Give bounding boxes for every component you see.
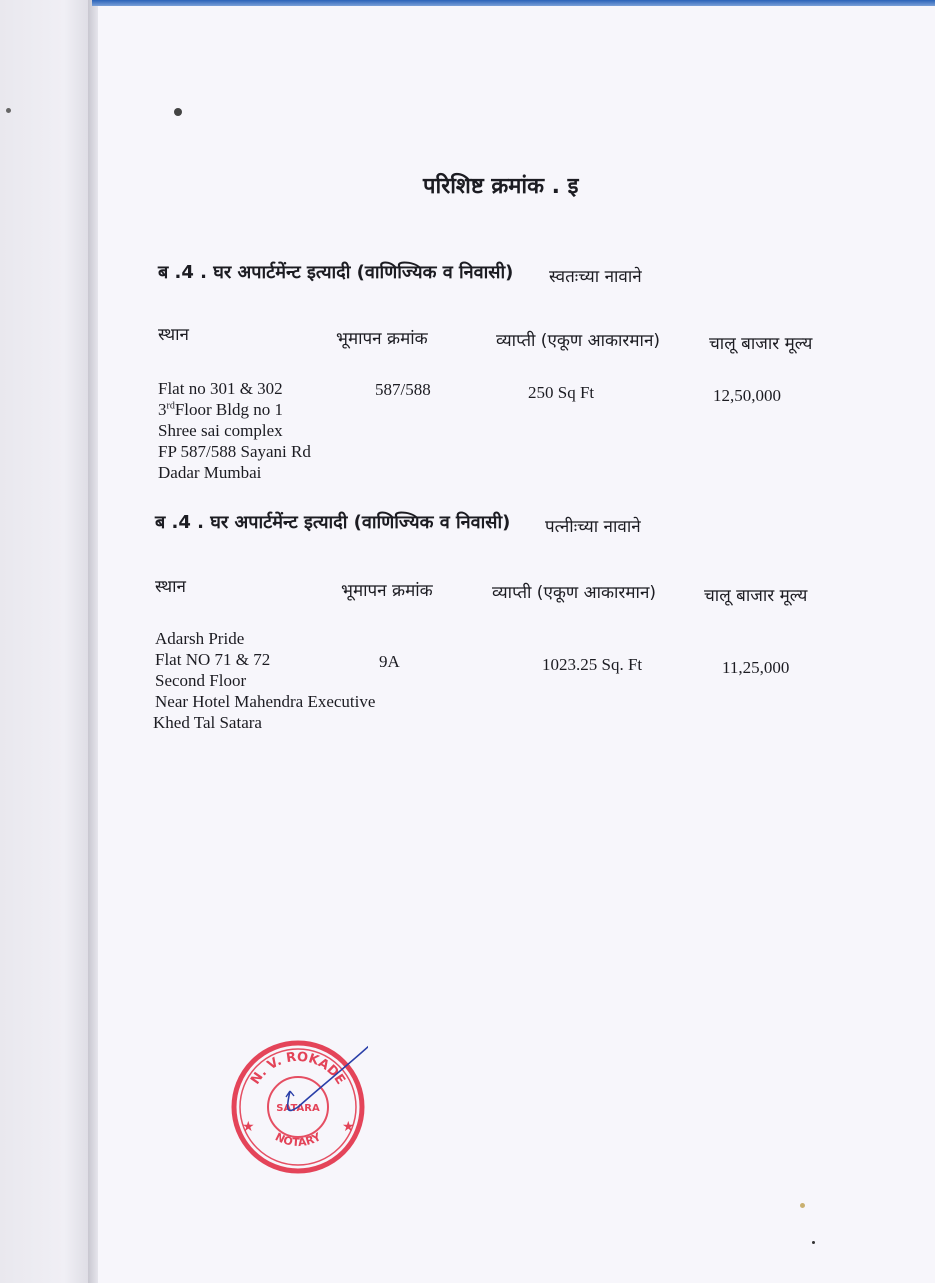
stamp-bottom-text: NOTARY <box>273 1130 323 1150</box>
address-line: Second Floor <box>155 671 247 690</box>
svg-text:NOTARY <box>273 1130 324 1149</box>
notary-stamp <box>228 1035 368 1175</box>
ink-speck <box>174 108 182 116</box>
area-value: 1023.25 Sq. Ft <box>542 655 643 674</box>
column-location: स्थान <box>158 325 189 345</box>
svg-text:★: ★ <box>342 1120 355 1135</box>
column-market-value: चालू बाजार मूल्य <box>709 334 813 354</box>
stamp-center-text: SATARA <box>276 1103 320 1114</box>
owner-label: स्वतःच्या नावाने <box>549 267 642 287</box>
address-line: Dadar Mumbai <box>158 463 262 482</box>
section-heading: ब .4 . घर अपार्टमेंन्ट इत्यादी (वाणिज्यिक व निवासी) <box>158 262 514 283</box>
market-value: 11,25,000 <box>722 658 790 677</box>
column-survey-no: भूमापन क्रमांक <box>336 329 428 349</box>
column-market-value: चालू बाजार मूल्य <box>704 586 808 606</box>
facing-page <box>0 0 92 1283</box>
owner-label: पत्नीःच्या नावाने <box>545 517 641 537</box>
survey-number: 9A <box>379 652 400 671</box>
stamp-top-text: N. V. ROKADE <box>248 1049 348 1088</box>
address-line: 3rdFloor Bldg no 1 <box>158 400 283 419</box>
property-address <box>155 628 375 733</box>
property-address <box>158 378 311 483</box>
area-value: 250 Sq Ft <box>528 383 595 402</box>
section-heading: ब .4 . घर अपार्टमेंन्ट इत्यादी (वाणिज्यिक व निवासी) <box>155 512 511 533</box>
ink-speck <box>6 108 11 113</box>
address-line: Shree sai complex <box>158 421 283 440</box>
ink-speck <box>812 1241 815 1244</box>
address-line: Near Hotel Mahendra Executive <box>155 692 376 711</box>
column-area: व्याप्ती (एकूण आकारमान) <box>496 331 661 351</box>
book-gutter <box>88 0 98 1283</box>
column-area: व्याप्ती (एकूण आकारमान) <box>492 583 657 603</box>
address-line: FP 587/588 Sayani Rd <box>158 442 311 461</box>
address-line: Flat no 301 & 302 <box>158 379 283 398</box>
address-line: Khed Tal Satara <box>153 713 262 732</box>
market-value: 12,50,000 <box>713 386 781 405</box>
column-location: स्थान <box>155 577 186 597</box>
address-line: Flat NO 71 & 72 <box>155 650 271 669</box>
svg-text:★: ★ <box>242 1120 255 1135</box>
address-line: Adarsh Pride <box>155 629 245 648</box>
survey-number: 587/588 <box>375 380 431 399</box>
page-title: परिशिष्ट क्रमांक . इ <box>423 174 579 199</box>
column-survey-no: भूमापन क्रमांक <box>341 581 433 601</box>
ink-speck <box>800 1203 805 1208</box>
